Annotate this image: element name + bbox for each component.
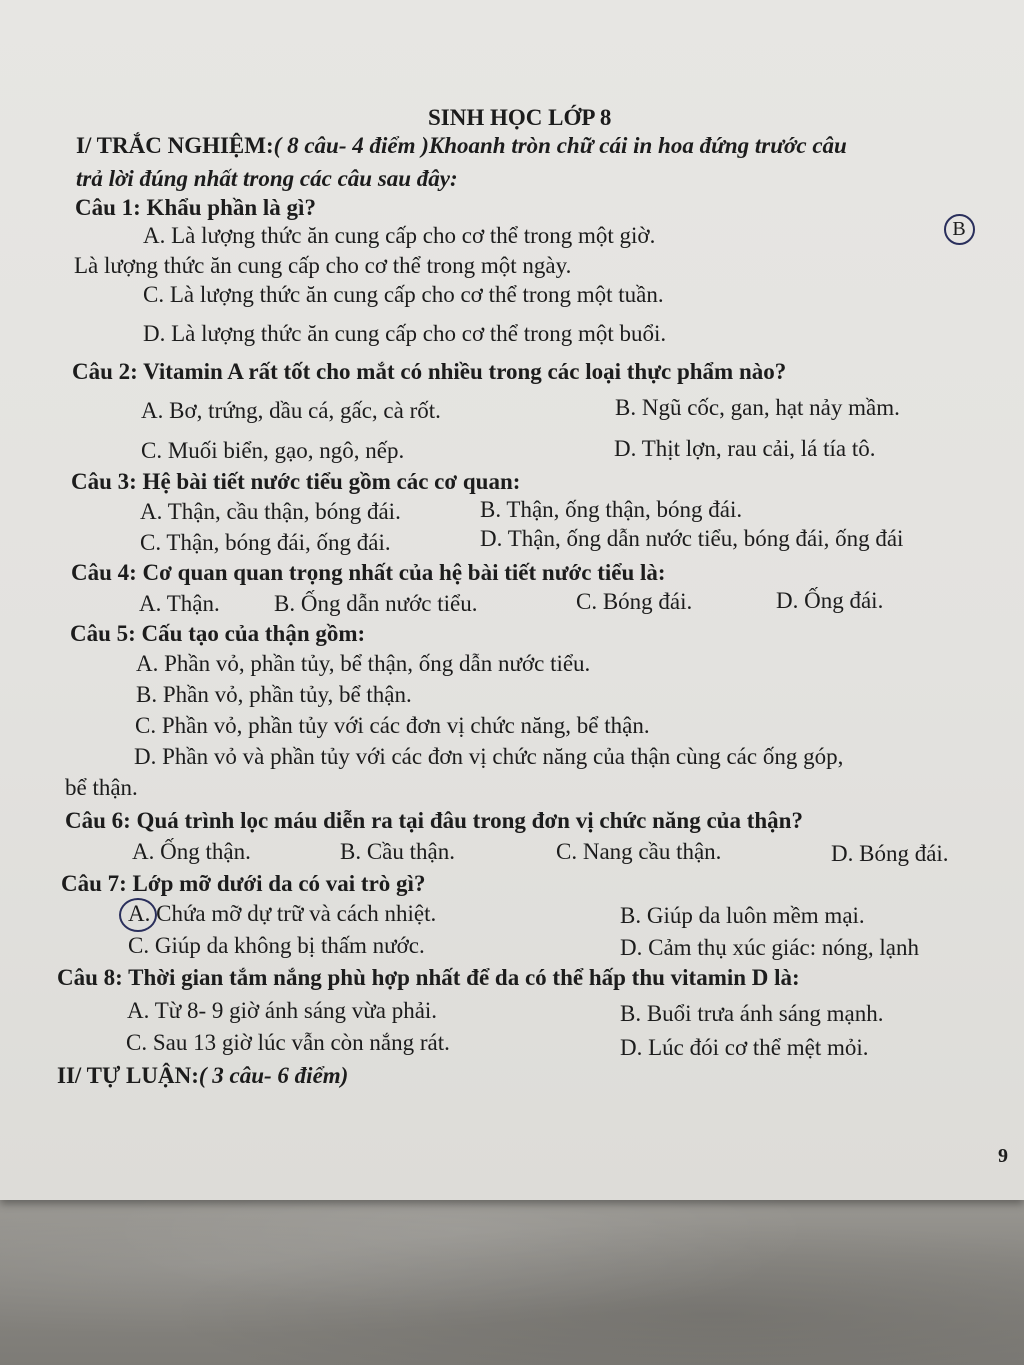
q3-option-d[interactable]: D. Thận, ống dẫn nước tiểu, bóng đái, ống đái (480, 526, 904, 551)
q7-option-a-letter: A. (128, 901, 151, 926)
hand-drawn-circle-mark (944, 214, 975, 245)
question-8: Câu 8: Thời gian tắm nắng phù hợp nhất để da có thể hấp thu vitamin D là: (57, 965, 800, 990)
q5-option-d[interactable]: D. Phần vỏ và phần tủy với các đơn vị chức năng của thận cùng các ống góp, (134, 744, 844, 769)
page-title: SINH HỌC LỚP 8 (428, 105, 612, 130)
question-1: Câu 1: Khẩu phần là gì? (75, 195, 316, 220)
question-3: Câu 3: Hệ bài tiết nước tiểu gồm các cơ quan: (71, 469, 521, 494)
background-floor (0, 1195, 1024, 1365)
q7-option-d[interactable]: D. Cảm thụ xúc giác: nóng, lạnh (620, 935, 919, 960)
q7-option-c[interactable]: C. Giúp da không bị thấm nước. (128, 933, 425, 958)
section2-note: ( 3 câu- 6 điểm) (198, 1063, 349, 1088)
q7-option-b[interactable]: B. Giúp da luôn mềm mại. (620, 903, 865, 928)
q5-option-b[interactable]: B. Phần vỏ, phần tủy, bể thận. (136, 682, 412, 707)
q5-option-c[interactable]: C. Phần vỏ, phần tủy với các đơn vị chức năng, bể thận. (135, 713, 650, 738)
question-2: Câu 2: Vitamin A rất tốt cho mắt có nhiều trong các loại thực phẩm nào? (72, 359, 787, 384)
q7-option-a-text: Chứa mỡ dự trữ và cách nhiệt. (150, 901, 437, 926)
q4-option-c[interactable]: C. Bóng đái. (576, 589, 693, 614)
q1-marked-letter: B (952, 218, 966, 240)
q8-option-a[interactable]: A. Từ 8- 9 giờ ánh sáng vừa phải. (127, 998, 438, 1023)
q8-option-d[interactable]: D. Lúc đói cơ thể mệt mỏi. (620, 1035, 869, 1060)
q3-option-a[interactable]: A. Thận, cầu thận, bóng đái. (140, 499, 401, 524)
section1-header (76, 132, 847, 160)
q3-option-b[interactable]: B. Thận, ống thận, bóng đái. (480, 497, 743, 522)
q8-option-b[interactable]: B. Buổi trưa ánh sáng mạnh. (620, 1001, 884, 1026)
q4-option-d[interactable]: D. Ống đái. (776, 588, 884, 613)
q2-option-c[interactable]: C. Muối biển, gạo, ngô, nếp. (141, 438, 405, 463)
q6-option-a[interactable]: A. Ống thận. (132, 839, 251, 864)
question-7: Câu 7: Lớp mỡ dưới da có vai trò gì? (61, 871, 426, 896)
section2-heading: II/ TỰ LUẬN: (57, 1063, 199, 1088)
hand-drawn-circle-mark (119, 898, 157, 932)
q2-option-d[interactable]: D. Thịt lợn, rau cải, lá tía tô. (614, 436, 876, 461)
section2-header (57, 1062, 348, 1090)
q5-option-a[interactable]: A. Phần vỏ, phần tủy, bể thận, ống dẫn nước tiểu. (136, 651, 591, 676)
q6-option-c[interactable]: C. Nang cầu thận. (556, 839, 722, 864)
section1-instruction: ( 8 câu- 4 điểm )Khoanh tròn chữ cái in hoa đứng trước câu (273, 133, 847, 158)
q3-option-c[interactable]: C. Thận, bóng đái, ống đái. (140, 530, 391, 555)
q7-option-a[interactable] (128, 900, 436, 928)
question-4: Câu 4: Cơ quan quan trọng nhất của hệ bài tiết nước tiểu là: (71, 560, 666, 585)
question-5: Câu 5: Cấu tạo của thận gồm: (70, 621, 366, 646)
q1-marked-answer (944, 214, 974, 244)
q1-option-b[interactable]: Là lượng thức ăn cung cấp cho cơ thể trong một ngày. (74, 253, 572, 278)
q6-option-d[interactable]: D. Bóng đái. (831, 841, 949, 866)
q1-option-c[interactable]: C. Là lượng thức ăn cung cấp cho cơ thể trong một tuần. (143, 282, 664, 307)
q2-option-b[interactable]: B. Ngũ cốc, gan, hạt nảy mầm. (615, 395, 900, 420)
q1-option-d[interactable]: D. Là lượng thức ăn cung cấp cho cơ thể trong một buổi. (143, 321, 667, 346)
page-number: 9 (998, 1145, 1008, 1167)
q8-option-c[interactable]: C. Sau 13 giờ lúc vẫn còn nắng rát. (126, 1030, 450, 1055)
section1-heading: I/ TRẮC NGHIỆM: (76, 133, 274, 158)
q1-option-a[interactable]: A. Là lượng thức ăn cung cấp cho cơ thể trong một giờ. (143, 223, 656, 248)
q4-option-a[interactable]: A. Thận. (139, 591, 220, 616)
q4-option-b[interactable]: B. Ống dẫn nước tiểu. (274, 591, 478, 616)
q5-option-d-cont: bể thận. (65, 775, 138, 800)
question-6: Câu 6: Quá trình lọc máu diễn ra tại đâu trong đơn vị chức năng của thận? (65, 808, 803, 833)
q2-option-a[interactable]: A. Bơ, trứng, dầu cá, gấc, cà rốt. (141, 398, 441, 423)
section1-instruction-cont: trả lời đúng nhất trong các câu sau đây: (76, 166, 458, 191)
q6-option-b[interactable]: B. Cầu thận. (340, 839, 455, 864)
